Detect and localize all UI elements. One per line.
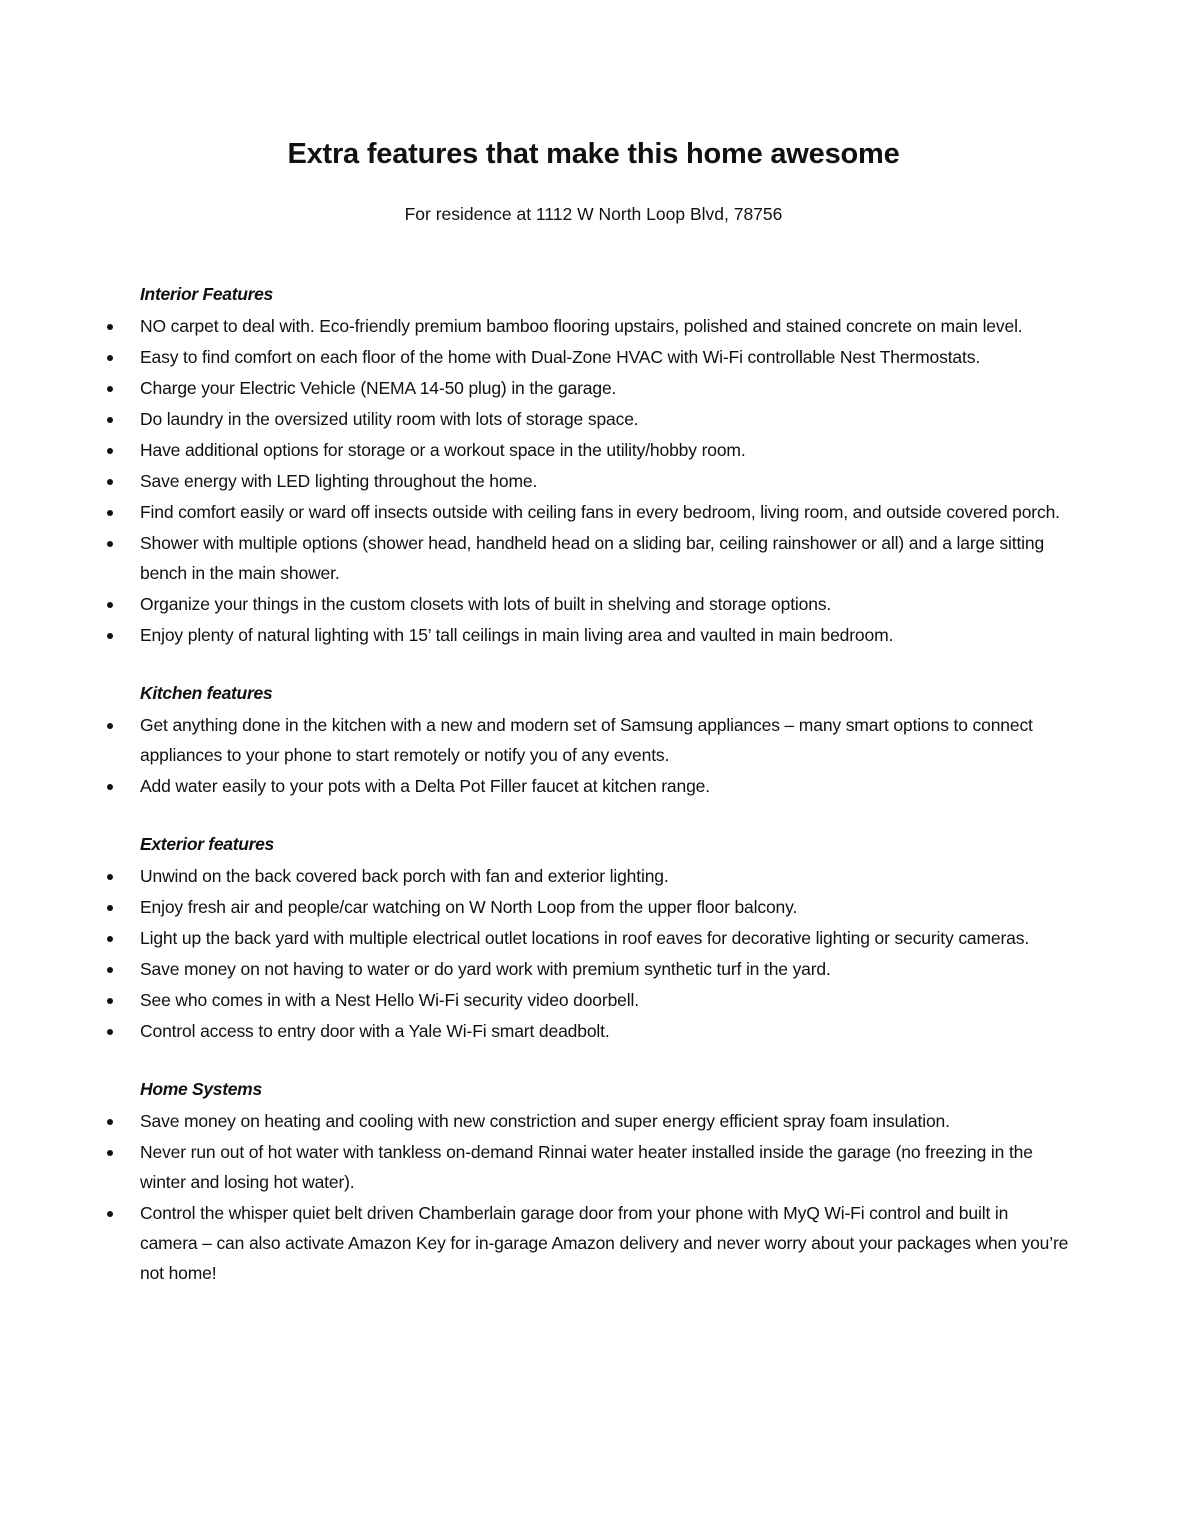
bullet-icon xyxy=(107,905,113,911)
list-item-text: Easy to find comfort on each floor of the home with Dual-Zone HVAC with Wi-Fi controllable Nest Thermostats. xyxy=(140,347,981,367)
section-heading: Interior Features xyxy=(140,284,273,304)
list-item xyxy=(140,1198,1070,1288)
list-item xyxy=(140,311,1070,341)
list-item-text: Organize your things in the custom closets with lots of built in shelving and storage options. xyxy=(140,594,832,614)
bullet-icon xyxy=(107,936,113,942)
feature-section xyxy=(0,1074,1187,1288)
feature-list xyxy=(0,311,1187,650)
document-title: Extra features that make this home awesome xyxy=(287,138,900,170)
bullet-icon xyxy=(107,1211,113,1217)
list-item xyxy=(140,1016,1070,1046)
list-item xyxy=(140,771,1070,801)
bullet-icon xyxy=(107,1029,113,1035)
section-heading: Kitchen features xyxy=(140,683,273,703)
list-item-text: Unwind on the back covered back porch with fan and exterior lighting. xyxy=(140,866,669,886)
list-item xyxy=(140,861,1070,891)
bullet-icon xyxy=(107,1150,113,1156)
list-item-text: Light up the back yard with multiple electrical outlet locations in roof eaves for decorative lighting or security cameras. xyxy=(140,928,1030,948)
list-item xyxy=(140,404,1070,434)
list-item xyxy=(140,954,1070,984)
bullet-icon xyxy=(107,784,113,790)
list-item xyxy=(140,497,1070,527)
list-item-text: Charge your Electric Vehicle (NEMA 14-50 plug) in the garage. xyxy=(140,378,617,398)
list-item xyxy=(140,923,1070,953)
list-item xyxy=(140,710,1070,770)
list-item-text: Shower with multiple options (shower head, handheld head on a sliding bar, ceiling rainshower or all) and a large sitting bench in the main shower. xyxy=(140,533,1045,583)
bullet-icon xyxy=(107,510,113,516)
bullet-icon xyxy=(107,723,113,729)
feature-list xyxy=(0,710,1187,801)
list-item-text: Enjoy fresh air and people/car watching on W North Loop from the upper floor balcony. xyxy=(140,897,798,917)
list-item-text: Save money on not having to water or do yard work with premium synthetic turf in the yard. xyxy=(140,959,831,979)
list-item-text: Save money on heating and cooling with new constriction and super energy efficient spray foam insulation. xyxy=(140,1111,950,1131)
bullet-icon xyxy=(107,386,113,392)
list-item-text: See who comes in with a Nest Hello Wi-Fi security video doorbell. xyxy=(140,990,639,1010)
document-subtitle: For residence at 1112 W North Loop Blvd, 78756 xyxy=(404,204,783,224)
list-item-text: Do laundry in the oversized utility room with lots of storage space. xyxy=(140,409,639,429)
bullet-icon xyxy=(107,967,113,973)
list-item xyxy=(140,373,1070,403)
list-item xyxy=(140,985,1070,1015)
list-item-text: Add water easily to your pots with a Delta Pot Filler faucet at kitchen range. xyxy=(140,776,710,796)
list-item-text: Save energy with LED lighting throughout the home. xyxy=(140,471,538,491)
bullet-icon xyxy=(107,448,113,454)
list-item xyxy=(140,892,1070,922)
feature-section xyxy=(0,678,1187,801)
bullet-icon xyxy=(107,602,113,608)
bullet-icon xyxy=(107,417,113,423)
section-heading: Exterior features xyxy=(140,834,274,854)
list-item xyxy=(140,589,1070,619)
list-item xyxy=(140,1106,1070,1136)
bullet-icon xyxy=(107,324,113,330)
bullet-icon xyxy=(107,633,113,639)
list-item-text: Have additional options for storage or a workout space in the utility/hobby room. xyxy=(140,440,746,460)
section-heading: Home Systems xyxy=(140,1079,262,1099)
list-item-text: Find comfort easily or ward off insects outside with ceiling fans in every bedroom, living room, and outside covered porch. xyxy=(140,502,1060,522)
list-item xyxy=(140,1137,1070,1197)
bullet-icon xyxy=(107,479,113,485)
document-body xyxy=(0,279,1187,1316)
feature-section xyxy=(0,829,1187,1046)
list-item xyxy=(140,620,1070,650)
list-item xyxy=(140,466,1070,496)
list-item-text: NO carpet to deal with. Eco-friendly premium bamboo flooring upstairs, polished and stained concrete on main level. xyxy=(140,316,1023,336)
feature-list xyxy=(0,1106,1187,1288)
list-item xyxy=(140,528,1070,588)
bullet-icon xyxy=(107,998,113,1004)
bullet-icon xyxy=(107,1119,113,1125)
bullet-icon xyxy=(107,355,113,361)
feature-section xyxy=(0,279,1187,650)
feature-list xyxy=(0,861,1187,1046)
list-item-text: Get anything done in the kitchen with a new and modern set of Samsung appliances – many smart options to connect appliances to your phone to start remotely or notify you of any events. xyxy=(140,715,1033,765)
bullet-icon xyxy=(107,874,113,880)
list-item-text: Control access to entry door with a Yale Wi-Fi smart deadbolt. xyxy=(140,1021,610,1041)
list-item-text: Never run out of hot water with tankless on-demand Rinnai water heater installed inside the garage (no freezing in the winter and losing hot water). xyxy=(140,1142,1033,1192)
bullet-icon xyxy=(107,541,113,547)
list-item-text: Control the whisper quiet belt driven Chamberlain garage door from your phone with MyQ Wi-Fi control and built in camera – can also activate Amazon Key for in-garage Amazon delivery and never worry about your packages when you’re not home! xyxy=(140,1203,1069,1283)
list-item-text: Enjoy plenty of natural lighting with 15’ tall ceilings in main living area and vaulted in main bedroom. xyxy=(140,625,894,645)
list-item xyxy=(140,435,1070,465)
list-item xyxy=(140,342,1070,372)
